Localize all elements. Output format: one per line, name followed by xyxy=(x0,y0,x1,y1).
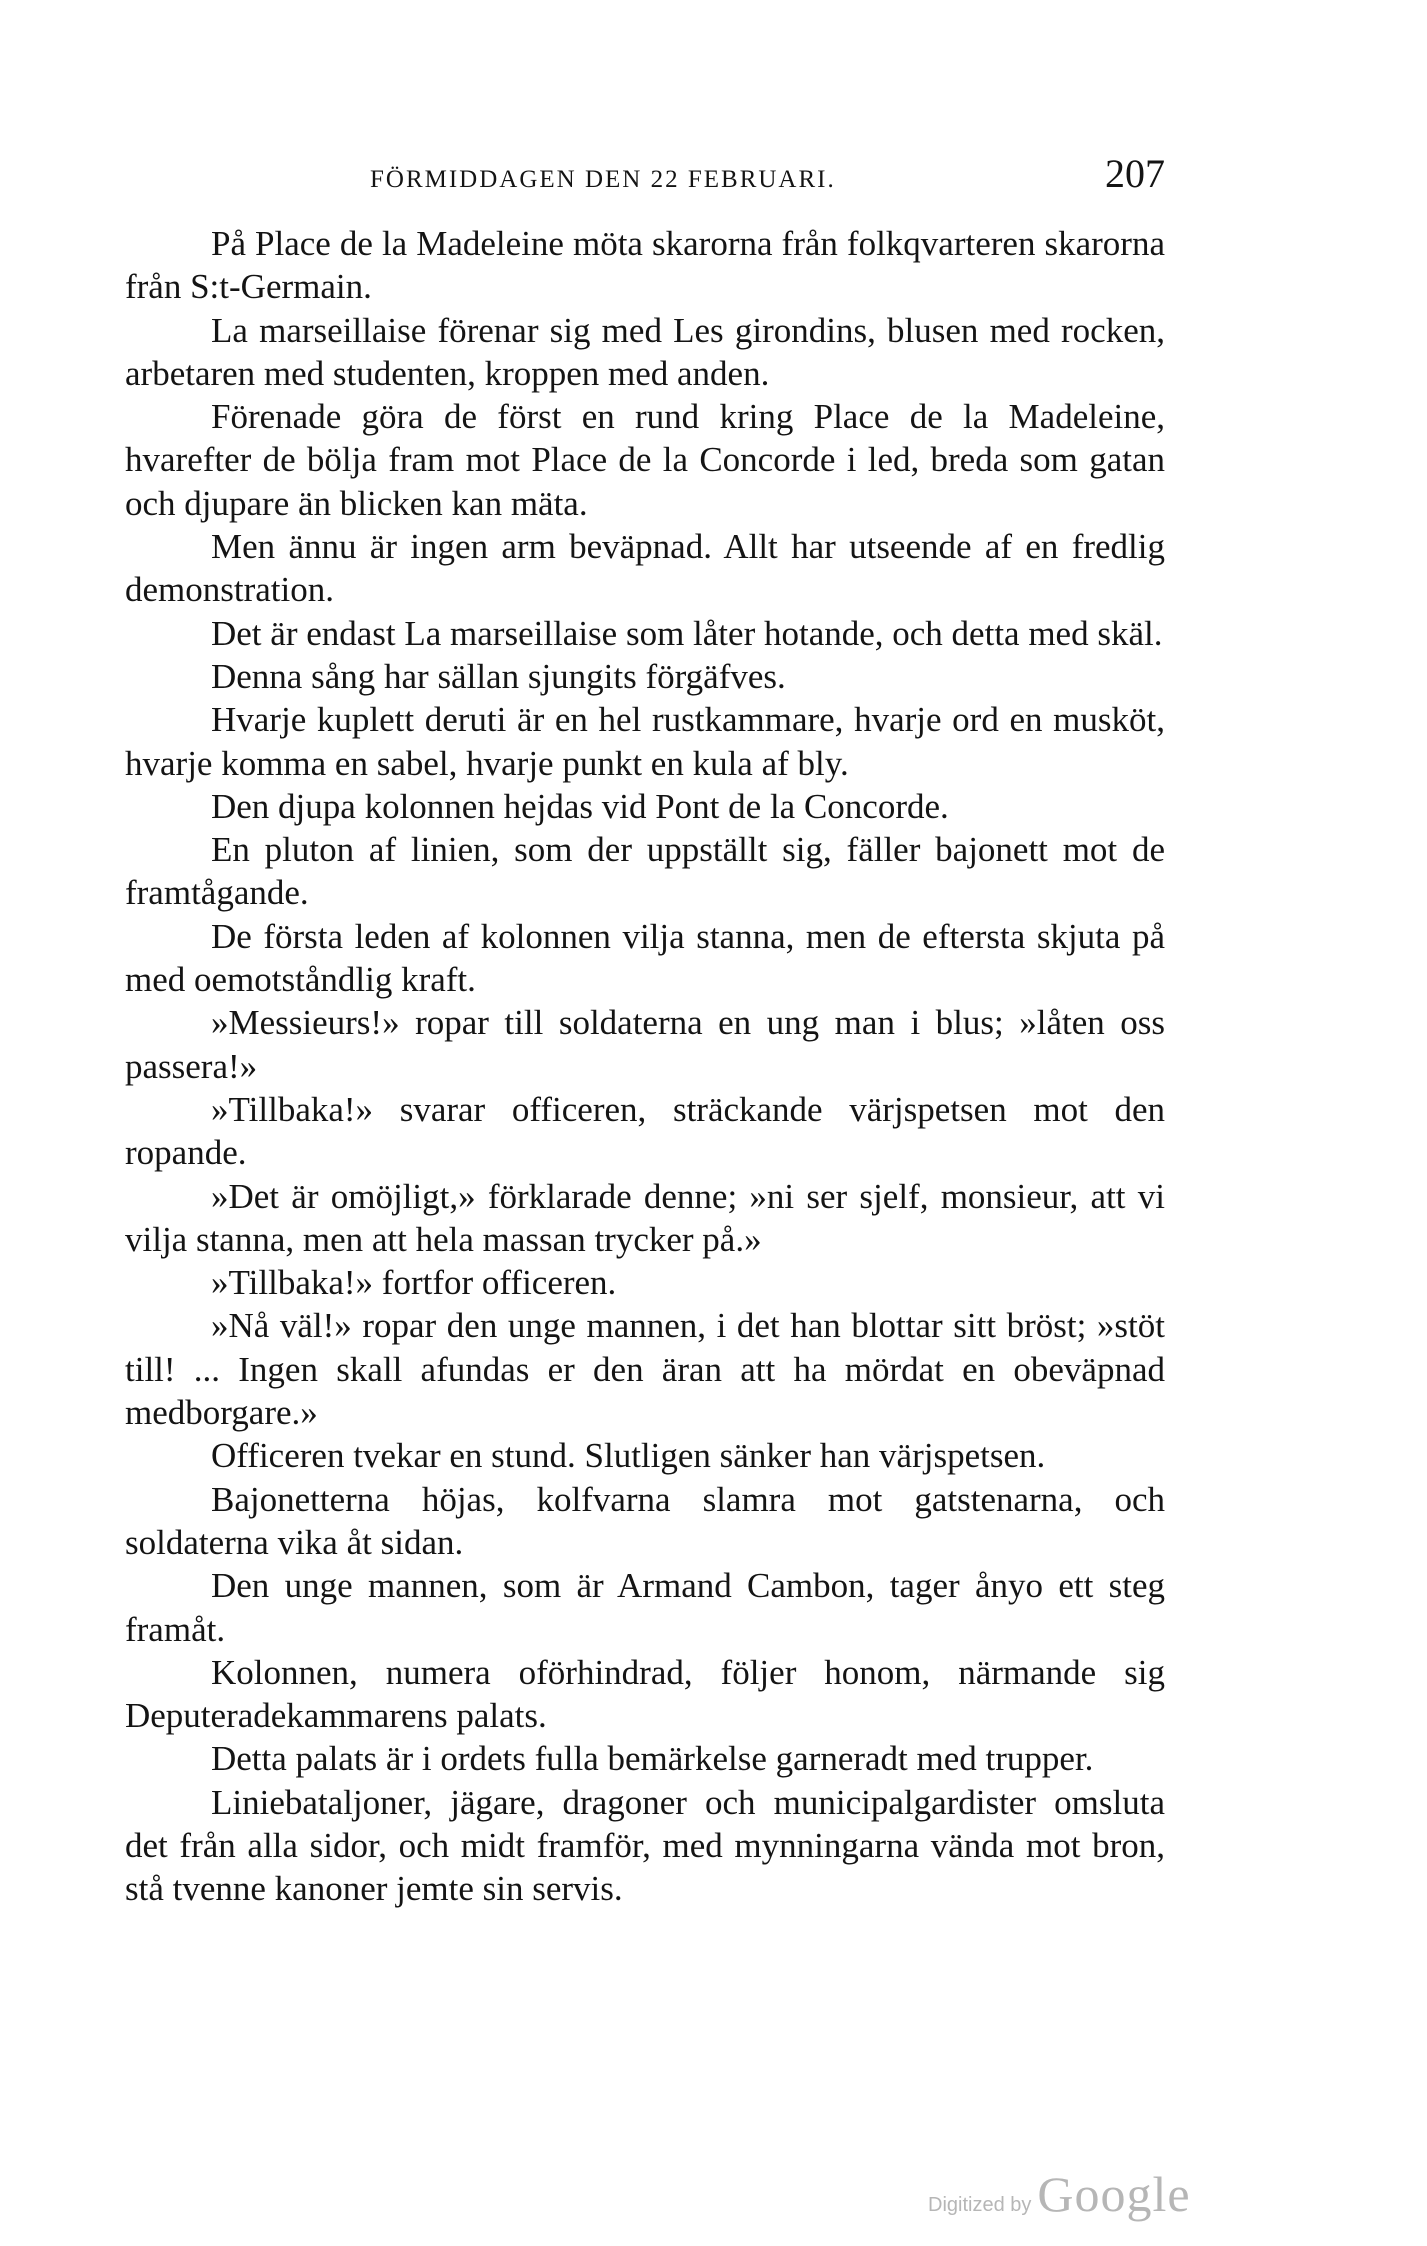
page-header xyxy=(125,150,1165,210)
google-logo: Google xyxy=(1037,2166,1191,2222)
paragraph: Hvarje kuplett deruti är en hel rustkammare, hvarje ord en musköt, hvarje komma en sabel, hvarje punkt en kula af bly. xyxy=(125,700,1165,783)
paragraph: La marseillaise förenar sig med Les girondins, blusen med rocken, arbetaren med studenten, kroppen med anden. xyxy=(125,310,1165,393)
paragraph: Bajonetterna höjas, kolfvarna slamra mot gatstenarna, och soldaterna vika åt sidan. xyxy=(125,1479,1165,1562)
digitization-watermark xyxy=(928,2165,1191,2225)
paragraph: Officeren tvekar en stund. Slutligen sänker han värjspetsen. xyxy=(211,1436,1046,1476)
paragraph: Förenade göra de först en rund kring Place de la Madeleine, hvarefter de bölja fram mot Place de la Concorde i led, breda som gatan och djupare än blicken kan mäta. xyxy=(125,397,1165,523)
paragraph: »Messieurs!» ropar till soldaterna en ung man i blus; »låten oss passera!» xyxy=(125,1003,1165,1086)
paragraph: Den unge mannen, som är Armand Cambon, tager ånyo ett steg framåt. xyxy=(125,1566,1165,1649)
paragraph: En pluton af linien, som der uppställt sig, fäller bajonett mot de framtågande. xyxy=(125,830,1165,913)
paragraph: »Tillbaka!» fortfor officeren. xyxy=(211,1263,617,1303)
paragraph: De första leden af kolonnen vilja stanna, men de eftersta skjuta på med oemotståndlig kraft. xyxy=(125,916,1165,1000)
paragraph: Det är endast La marseillaise som låter hotande, och detta med skäl. xyxy=(211,613,1163,653)
paragraph: Denna sång har sällan sjungits förgäfves. xyxy=(211,656,786,696)
paragraph: Kolonnen, numera oförhindrad, följer honom, närmande sig Deputeradekammarens palats. xyxy=(125,1652,1165,1736)
paragraph: »Tillbaka!» svarar officeren, sträckande värjspetsen mot den ropande. xyxy=(125,1089,1165,1173)
paragraph: »Det är omöjligt,» förklarade denne; »ni ser sjelf, monsieur, att vi vilja stanna, men att hela massan trycker på.» xyxy=(125,1176,1165,1259)
page-number: 207 xyxy=(1105,151,1165,196)
body-text xyxy=(125,222,1165,1911)
running-head: FÖRMIDDAGEN DEN 22 FEBRUARI. xyxy=(370,166,836,193)
paragraph: Men ännu är ingen arm beväpnad. Allt har utseende af en fredlig demonstration. xyxy=(125,527,1165,610)
paragraph: På Place de la Madeleine möta skarorna från folkqvarteren skarorna från S:t-Germain. xyxy=(125,224,1165,307)
paragraph: »Nå väl!» ropar den unge mannen, i det han blottar sitt bröst; »stöt till! ... Ingen skall afundas er den äran att ha mördat en obeväpnad medborgare.» xyxy=(125,1306,1165,1433)
paragraph: Detta palats är i ordets fulla bemärkelse garneradt med trupper. xyxy=(211,1739,1094,1779)
paragraph: Liniebataljoner, jägare, dragoner och municipalgardister omsluta det från alla sidor, och midt framför, med mynningarna vända mot bron, stå tvenne kanoner jemte sin servis. xyxy=(125,1782,1165,1909)
paragraph: Den djupa kolonnen hejdas vid Pont de la Concorde. xyxy=(211,786,949,826)
digitized-by-label: Digitized by xyxy=(928,2194,1032,2216)
